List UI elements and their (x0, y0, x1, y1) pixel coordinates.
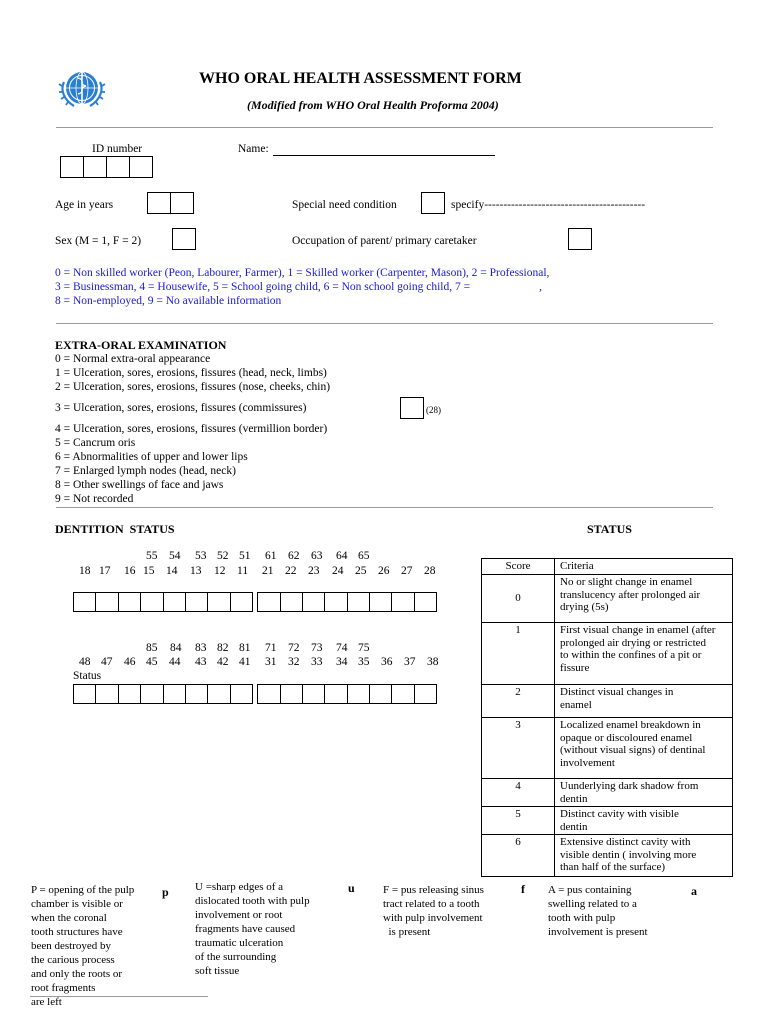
pufa-u-description (195, 880, 310, 978)
tooth-status-box[interactable] (163, 684, 186, 704)
extra-oral-item: 8 = Other swellings of face and jaws (55, 479, 224, 491)
tooth-status-box[interactable] (163, 592, 186, 612)
extra-oral-box-code: (28) (426, 405, 441, 415)
pufa-line: tooth structures have (31, 926, 123, 938)
who-emblem-icon (56, 64, 108, 114)
special-need-box[interactable] (421, 192, 445, 214)
age-label: Age in years (55, 199, 114, 211)
form-subtitle: (Modified from WHO Oral Health Proforma 2004) (247, 98, 499, 112)
tooth-number: 16 (124, 565, 136, 577)
tooth-status-box[interactable] (414, 684, 437, 704)
age-digit-box[interactable] (147, 192, 171, 214)
pufa-line: A = pus containing (548, 884, 632, 896)
tooth-number: 55 (146, 550, 158, 562)
tooth-number: 21 (262, 565, 274, 577)
pufa-line: is present (383, 926, 431, 938)
tooth-number: 84 (170, 642, 182, 654)
tooth-number: 17 (99, 565, 111, 577)
table-row (482, 779, 733, 807)
tooth-number: 71 (265, 642, 277, 654)
occupation-box[interactable] (568, 228, 592, 250)
pufa-line: traumatic ulceration (195, 937, 284, 949)
specify-label: specify------------------------------------------ (451, 199, 646, 211)
tooth-status-box[interactable] (302, 592, 325, 612)
pufa-line: P = opening of the pulp (31, 884, 135, 896)
criteria-cell (555, 623, 733, 685)
criteria-line: drying (5s) (560, 601, 609, 613)
pufa-line: and only the roots or (31, 968, 123, 980)
name-label: Name: (238, 143, 269, 155)
tooth-status-box[interactable] (185, 592, 208, 612)
age-digit-box[interactable] (170, 192, 194, 214)
tooth-number: 65 (358, 550, 370, 562)
id-digit-box[interactable] (60, 156, 84, 178)
tooth-number: 13 (190, 565, 202, 577)
divider (56, 127, 713, 128)
pufa-line: F = pus releasing sinus (383, 884, 484, 896)
extra-oral-item: 4 = Ulceration, sores, erosions, fissures (vermillion border) (55, 423, 328, 435)
id-digit-box[interactable] (129, 156, 153, 178)
table-row (482, 718, 733, 779)
tooth-status-box[interactable] (257, 684, 280, 704)
tooth-status-box[interactable] (207, 684, 230, 704)
tooth-number: 54 (169, 550, 181, 562)
extra-oral-item: 7 = Enlarged lymph nodes (head, neck) (55, 465, 236, 477)
tooth-status-box[interactable] (230, 592, 253, 612)
tooth-status-box[interactable] (369, 684, 392, 704)
pufa-p-code: p (162, 885, 169, 899)
pufa-line: chamber is visible or (31, 898, 123, 910)
tooth-number: 32 (288, 656, 300, 668)
table-row (482, 807, 733, 835)
criteria-line: fissure (560, 661, 590, 674)
tooth-number: 47 (101, 656, 113, 668)
criteria-line: dentin (560, 820, 588, 833)
tooth-number: 74 (336, 642, 348, 654)
table-header-score: Score (482, 559, 555, 575)
extra-oral-item: 6 = Abnormalities of upper and lower lips (55, 451, 248, 463)
tooth-number: 48 (79, 656, 91, 668)
pufa-p-description (31, 883, 134, 1009)
tooth-status-box[interactable] (257, 592, 280, 612)
occupation-code-line: 3 = Businessman, 4 = Housewife, 5 = School going child, 6 = Non school going child, 7 = , (55, 281, 542, 293)
score-cell: 4 (482, 779, 555, 807)
criteria-line: Uunderlying dark shadow from (560, 780, 699, 792)
tooth-status-box[interactable] (347, 592, 370, 612)
tooth-number: 34 (336, 656, 348, 668)
tooth-status-box[interactable] (369, 592, 392, 612)
lower-status-boxes (73, 684, 436, 704)
pufa-line: are left (31, 996, 62, 1008)
occupation-code-line: 8 = Non-employed, 9 = No available information (55, 295, 282, 307)
pufa-line: tooth with pulp (548, 912, 616, 924)
divider (56, 507, 713, 508)
tooth-number: 73 (311, 642, 323, 654)
pufa-line: when the coronal (31, 912, 107, 924)
who-logo (56, 64, 108, 114)
table-row (482, 623, 733, 685)
pufa-line: fragments have caused (195, 923, 296, 935)
pufa-u-code: u (348, 881, 355, 895)
criteria-line: to within the confines of a pit or (560, 649, 702, 661)
caries-criteria-table (481, 558, 733, 877)
tooth-number: 42 (217, 656, 229, 668)
extra-oral-item: 3 = Ulceration, sores, erosions, fissures (commissures) (55, 402, 307, 414)
tooth-number: 46 (124, 656, 136, 668)
tooth-number: 44 (169, 656, 181, 668)
criteria-cell (555, 718, 733, 779)
pufa-f-code: f (521, 882, 525, 896)
tooth-number: 38 (427, 656, 439, 668)
tooth-status-box[interactable] (302, 684, 325, 704)
score-cell: 1 (482, 623, 555, 685)
criteria-line: involvement (560, 756, 615, 769)
extra-oral-item: 0 = Normal extra-oral appearance (55, 353, 211, 365)
tooth-number: 83 (195, 642, 207, 654)
pufa-line: tract related to a tooth (383, 898, 480, 910)
pufa-line: with pulp involvement (383, 912, 483, 924)
tooth-number: 45 (146, 656, 158, 668)
tooth-number: 63 (311, 550, 323, 562)
id-digit-box[interactable] (106, 156, 130, 178)
tooth-number: 61 (265, 550, 277, 562)
pufa-f-description (383, 883, 484, 939)
score-cell: 5 (482, 807, 555, 835)
tooth-status-box[interactable] (140, 592, 163, 612)
table-row (482, 575, 733, 623)
tooth-status-box[interactable] (391, 592, 414, 612)
pufa-line: the carious process (31, 954, 115, 966)
tooth-number: 18 (79, 565, 91, 577)
special-need-label: Special need condition (292, 199, 397, 211)
tooth-status-box[interactable] (324, 684, 347, 704)
pufa-line: U =sharp edges of a (195, 881, 284, 893)
pufa-divider (30, 996, 208, 997)
pufa-a-code: a (691, 884, 697, 898)
occupation-code-line: 0 = Non skilled worker (Peon, Labourer, Farmer), 1 = Skilled worker (Carpenter, Mason), 2 = Professional, (55, 267, 550, 279)
id-number-label: ID number (92, 143, 143, 155)
tooth-status-box[interactable] (95, 684, 118, 704)
extra-oral-item: 9 = Not recorded (55, 493, 134, 505)
tooth-number: 14 (166, 565, 178, 577)
tooth-status-box[interactable] (230, 684, 253, 704)
tooth-status-box[interactable] (207, 592, 230, 612)
tooth-status-box[interactable] (73, 592, 96, 612)
criteria-line: (without visual signs) of dentinal (560, 744, 706, 756)
criteria-line: than half of the surface) (560, 861, 666, 873)
pufa-a-description (548, 883, 648, 939)
tooth-number: 28 (424, 565, 436, 577)
criteria-line: No or slight change in enamel (560, 576, 693, 588)
pufa-line: of the surrounding (195, 951, 277, 963)
pufa-line: been destroyed by (31, 940, 112, 952)
sex-box[interactable] (172, 228, 196, 250)
dentition-heading: DENTITION STATUS (55, 522, 175, 536)
criteria-cell (555, 779, 733, 807)
id-digit-box[interactable] (83, 156, 107, 178)
tooth-number: 43 (195, 656, 207, 668)
tooth-number: 62 (288, 550, 300, 562)
tooth-number: 24 (332, 565, 344, 577)
tooth-number: 75 (358, 642, 370, 654)
tooth-number: 22 (285, 565, 297, 577)
tooth-number: 81 (239, 642, 251, 654)
status-row-label: Status (73, 670, 102, 682)
tooth-status-box[interactable] (414, 592, 437, 612)
tooth-number: 51 (239, 550, 251, 562)
tooth-number: 31 (265, 656, 277, 668)
divider (56, 323, 713, 324)
tooth-status-box[interactable] (280, 592, 303, 612)
tooth-number: 11 (237, 565, 249, 577)
criteria-cell (555, 685, 733, 718)
criteria-line: enamel (560, 698, 592, 711)
tooth-number: 23 (308, 565, 320, 577)
tooth-number: 27 (401, 565, 413, 577)
form-title: WHO ORAL HEALTH ASSESSMENT FORM (199, 70, 522, 87)
tooth-status-box[interactable] (391, 684, 414, 704)
tooth-number: 85 (146, 642, 158, 654)
tooth-number: 64 (336, 550, 348, 562)
criteria-cell (555, 807, 733, 835)
upper-status-boxes (73, 592, 436, 612)
extra-oral-item: 2 = Ulceration, sores, erosions, fissures (nose, cheeks, chin) (55, 381, 331, 393)
tooth-status-box[interactable] (118, 684, 141, 704)
tooth-status-box[interactable] (347, 684, 370, 704)
pufa-line: root fragments (31, 982, 96, 994)
tooth-status-box[interactable] (95, 592, 118, 612)
tooth-number: 82 (217, 642, 229, 654)
tooth-number: 35 (358, 656, 370, 668)
sex-label: Sex (M = 1, F = 2) (55, 235, 142, 247)
tooth-number: 33 (311, 656, 323, 668)
pufa-u-clip (195, 878, 344, 978)
tooth-status-box[interactable] (324, 592, 347, 612)
criteria-line: opaque or discoloured enamel (560, 731, 693, 744)
pufa-line: soft tissue (195, 965, 240, 977)
tooth-status-box[interactable] (73, 684, 96, 704)
table-row (482, 835, 733, 877)
criteria-line: translucency after prolonged air (560, 588, 701, 601)
occupation-label: Occupation of parent/ primary caretaker (292, 235, 477, 247)
score-cell: 2 (482, 685, 555, 718)
criteria-line: visible dentin ( involving more (560, 848, 697, 861)
score-cell: 6 (482, 835, 555, 877)
tooth-number: 36 (381, 656, 393, 668)
table-row (482, 685, 733, 718)
tooth-number: 25 (355, 565, 367, 577)
score-cell: 3 (482, 718, 555, 779)
table-header-criteria: Criteria (555, 559, 733, 575)
extra-oral-heading: EXTRA-ORAL EXAMINATION (55, 338, 227, 352)
tooth-number: 41 (239, 656, 251, 668)
criteria-cell (555, 835, 733, 877)
tooth-status-box[interactable] (185, 684, 208, 704)
criteria-line: Distinct visual changes in (560, 686, 674, 698)
criteria-line: First visual change in enamel (after (560, 624, 716, 636)
extra-oral-box[interactable] (400, 397, 424, 419)
criteria-line: dentin (560, 792, 588, 805)
tooth-number: 12 (214, 565, 226, 577)
tooth-status-box[interactable] (140, 684, 163, 704)
criteria-line: Distinct cavity with visible (560, 808, 679, 820)
name-field[interactable] (273, 143, 495, 156)
tooth-number: 37 (404, 656, 416, 668)
tooth-number: 26 (378, 565, 390, 577)
pufa-line: involvement or root (195, 909, 283, 921)
extra-oral-item: 1 = Ulceration, sores, erosions, fissures (head, neck, limbs) (55, 367, 327, 379)
tooth-status-box[interactable] (118, 592, 141, 612)
pufa-line: swelling related to a (548, 898, 637, 910)
status-heading: STATUS (587, 522, 632, 536)
tooth-number: 52 (217, 550, 229, 562)
pufa-line: dislocated tooth with pulp (195, 895, 310, 907)
pufa-line: involvement is present (548, 926, 648, 938)
criteria-line: Localized enamel breakdown in (560, 719, 701, 731)
criteria-line: Extensive distinct cavity with (560, 836, 691, 848)
tooth-status-box[interactable] (280, 684, 303, 704)
criteria-line: prolonged air drying or restricted (560, 636, 707, 649)
criteria-cell (555, 575, 733, 623)
score-cell: 0 (482, 575, 555, 623)
tooth-number: 15 (143, 565, 155, 577)
extra-oral-item: 5 = Cancrum oris (55, 437, 136, 449)
tooth-number: 53 (195, 550, 207, 562)
tooth-number: 72 (288, 642, 300, 654)
